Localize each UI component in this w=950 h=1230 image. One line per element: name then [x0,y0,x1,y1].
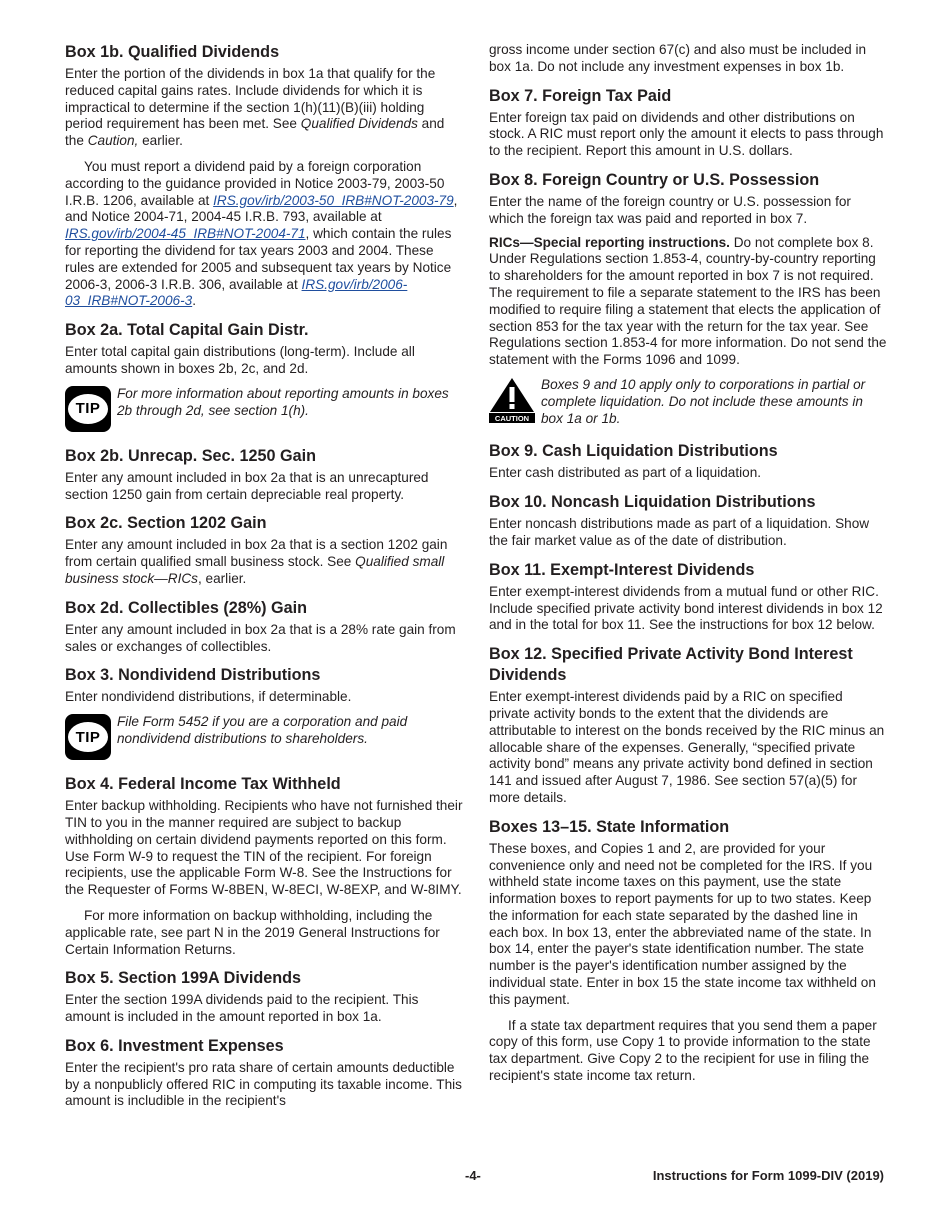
paragraph-box-12: Enter exempt-interest dividends paid by a RIC on specified private activity bonds to the extent that the dividends are attributable to interest on the bonds received by the RIC minus an allocable share of the expenses. Generally, “specified private activity bond” means any private activity bond defined in section 141 and issued after August 7, 1986. See section 57(a)(5) for more details. [489,689,885,805]
paragraph-box-4: Enter backup withholding. Recipients who have not furnished their TIN to you in the manner required are subject to backup withholding on certain dividend payments reported on this form. Use Form W-9 to request the TIN of the recipient. For foreign recipients, use the applicable Form W-8. See the Instructions for the Requester of Forms W-8BEN, W-8ECI, W-8EXP, and W-8IMY. [65,798,463,898]
paragraph-box-1b: Enter the portion of the dividends in box 1a that qualify for the reduced capital gains rates. Include dividends for which it is impractical to determine if the section 1(h)(11)(B)(iii) holding period requirement has been met. See Qualified Dividends and the Caution, earlier. [65,66,445,149]
paragraph-rics-instructions: RICs—Special reporting instructions. Do not complete box 8. Under Regulations section 1.853-4, country-by-country reporting to shareholders for the amount reported in box 7 is not required. The requirement to file a separate statement to the IRS has been modified to require filing a statement that elects the application of section 853 for the tax year with the return for the tax year. See Regulations section 1.853-4 for more information. Do not send the statement with the Forms 1096 and 1099. [489,234,887,368]
heading-box-3: Box 3. Nondividend Distributions [65,666,321,685]
section-box-1b [65,42,463,310]
heading-box-12: Box 12. Specified Private Activity Bond Interest Dividends [489,645,853,685]
paragraph-box-8: Enter the name of the foreign country or U.S. possession for which the foreign tax was paid and reported in box 7. [489,193,851,226]
paragraph-foreign-corporation: You must report a dividend paid by a foreign corporation according to the guidance provided in Notice 2003-79, 2003-50 I.R.B. 1206, available at IRS.gov/irb/2003-50_IRB#NOT-2003-79, and Notice 2004-71, 2004-45 I.R.B. 793, available at IRS.gov/irb/2004-45_IRB#NOT-2004-71, which contain the rules for reporting the dividend for tax years 2003 and 2004. These rules are extended for 2005 and subsequent tax years by Notice 2006-3, 2006-3 I.R.B. 306, available at IRS.gov/irb/2006-03_IRB#NOT-2006-3. [65,158,458,309]
heading-box-2d: Box 2d. Collectibles (28%) Gain [65,598,307,617]
heading-box-7: Box 7. Foreign Tax Paid [489,86,672,105]
tip-text: For more information about reporting amounts in boxes 2b through 2d, see section 1(h). [117,385,449,418]
section-box-2b [65,446,463,504]
section-box-10 [489,492,887,550]
tip-icon: TIP [65,714,111,760]
left-column [65,42,463,1120]
heading-boxes-13-15: Boxes 13–15. State Information [489,817,730,836]
paragraph-box-10: Enter noncash distributions made as part of a liquidation. Show the fair market value as of the date of distribution. [489,516,870,548]
paragraph-backup-withholding: For more information on backup withholding, including the applicable rate, see part N in the 2019 General Instructions for Certain Information Returns. [65,907,440,957]
section-box-2a [65,320,463,432]
tip-text: File Form 5452 if you are a corporation and paid nondividend distributions to shareholders. [117,714,408,746]
section-boxes-13-15 [489,817,887,1085]
section-box-9 [489,441,887,482]
heading-box-5: Box 5. Section 199A Dividends [65,969,301,988]
heading-box-2c: Box 2c. Section 1202 Gain [65,514,267,533]
section-box-2c [65,513,463,587]
section-box-6-continued [489,42,887,76]
paragraph-box-9: Enter cash distributed as part of a liquidation. [489,465,762,481]
section-box-8 [489,170,887,427]
paragraph-box-2a: Enter total capital gain distributions (long-term). Include all amounts shown in boxes 2b, 2c, and 2d. [65,344,415,376]
paragraph-box-6: Enter the recipient's pro rata share of certain amounts deductible by a nonpublicly offered RIC in computing its taxable income. This amount is includible in the recipient's [65,1059,462,1109]
caution-icon [489,377,535,423]
paragraph-box-2d: Enter any amount included in box 2a that is a 28% rate gain from sales or exchanges of collectibles. [65,621,456,654]
paragraph-box-3: Enter nondividend distributions, if determinable. [65,689,352,705]
heading-box-11: Box 11. Exempt-Interest Dividends [489,560,755,579]
section-box-2d [65,598,463,656]
right-column [489,42,887,1095]
paragraph-box-7: Enter foreign tax paid on dividends and other distributions on stock. A RIC must report only the amount it elects to pass through to the recipient. Report this amount in U.S. dollars. [489,109,884,159]
section-box-4 [65,774,463,958]
paragraph-box-2c: Enter any amount included in box 2a that is a section 1202 gain from certain qualified small business stock. See Qualified small business stock—RICs, earlier. [65,537,448,586]
caution-text: Boxes 9 and 10 apply only to corporations in partial or complete liquidation. Do not include these amounts in box 1a or 1b. [541,376,866,426]
paragraph-box-11: Enter exempt-interest dividends from a mutual fund or other RIC. Include specified private activity bond interest dividends in box 12 and in the total for box 11. See the instructions for box 12 below. [489,583,883,633]
tip-note [65,714,463,760]
svg-text:CAUTION: CAUTION [494,413,530,423]
heading-box-4: Box 4. Federal Income Tax Withheld [65,775,341,794]
heading-box-8: Box 8. Foreign Country or U.S. Possession [489,170,820,189]
section-box-3 [65,665,463,760]
paragraph-state-paper-copy: If a state tax department requires that you send them a paper copy of this form, use Copy 1 to provide information to the state tax department. Give Copy 2 to the recipient for use in filing the recipient's state income tax return. [489,1017,877,1084]
link-notice-2006-3[interactable]: IRS.gov/irb/2006-03_IRB#NOT-2006-3 [65,276,408,309]
paragraph-box-6-continued: gross income under section 67(c) and also must be included in box 1a. Do not include any investment expenses in box 1b. [489,42,867,74]
heading-box-9: Box 9. Cash Liquidation Distributions [489,442,778,461]
caution-note [489,377,887,427]
page-number: -4- [465,1168,481,1183]
section-box-6 [65,1036,463,1110]
heading-box-1b: Box 1b. Qualified Dividends [65,43,280,61]
section-box-11 [489,560,887,634]
link-notice-2003-79[interactable]: IRS.gov/irb/2003-50_IRB#NOT-2003-79 [213,192,454,208]
section-box-12 [489,644,887,807]
section-box-7 [489,86,887,160]
paragraph-box-2b: Enter any amount included in box 2a that is an unrecaptured section 1250 gain from certain depreciable real property. [65,469,429,502]
tip-icon: TIP [65,386,111,432]
heading-box-10: Box 10. Noncash Liquidation Distributions [489,493,816,512]
heading-box-2a: Box 2a. Total Capital Gain Distr. [65,321,309,340]
tip-note [65,386,463,432]
paragraph-box-5: Enter the section 199A dividends paid to the recipient. This amount is included in the amount reported in box 1a. [65,992,419,1025]
link-notice-2004-71[interactable]: IRS.gov/irb/2004-45_IRB#NOT-2004-71 [65,226,306,242]
paragraph-state-information: These boxes, and Copies 1 and 2, are provided for your convenience only and need not be completed for the IRS. If you withheld state income taxes on this payment, use the state information boxes to report payments for up to two states. Keep the information for each state separated by the dashed line in each box. In box 13, enter the abbreviated name of the state. In box 14, enter the payer's state identification number. The state number is the payer's identification number assigned by the individual state. Enter in box 15 the state income tax withheld on this payment. [489,840,876,1007]
heading-box-2b: Box 2b. Unrecap. Sec. 1250 Gain [65,446,317,465]
footer-title: Instructions for Form 1099-DIV (2019) [652,1168,884,1183]
section-box-5 [65,968,463,1026]
heading-box-6: Box 6. Investment Expenses [65,1036,284,1055]
